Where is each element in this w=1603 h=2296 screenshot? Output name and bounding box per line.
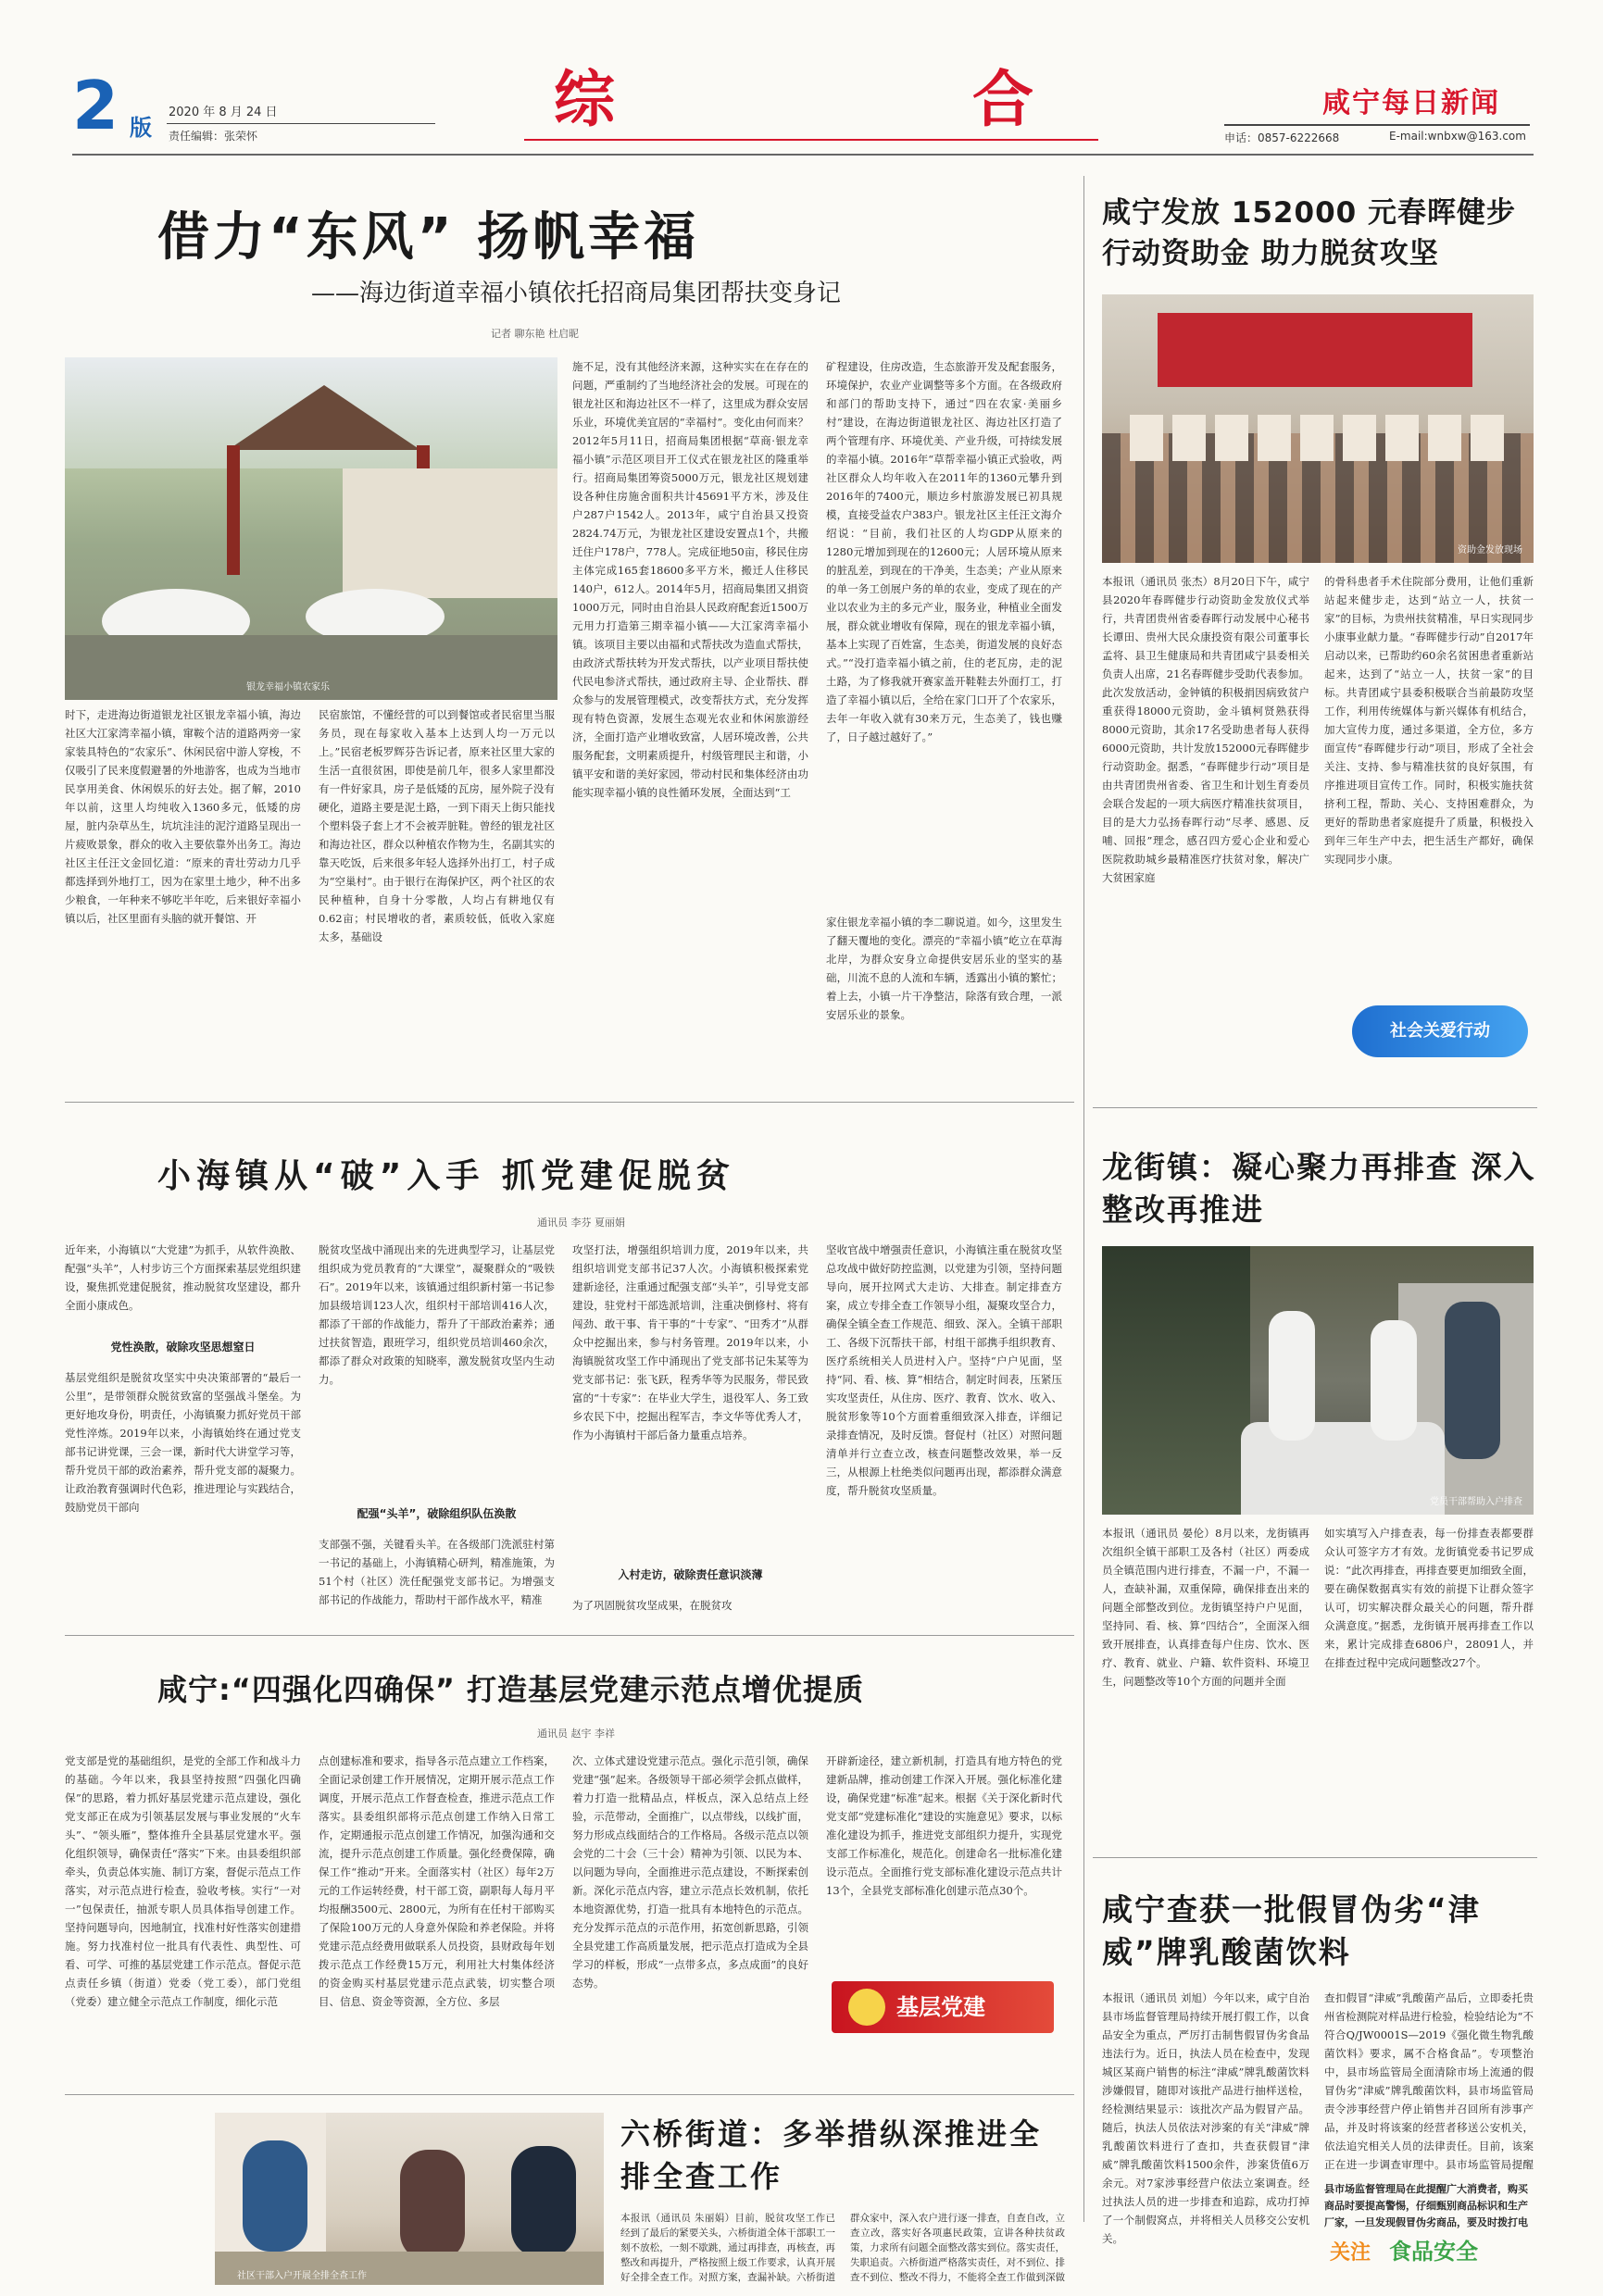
article6-badge-right: 食品安全 [1389, 2239, 1478, 2265]
article2-title: 咸宁发放 152000 元春晖健步行动资助金 助力脱贫攻坚 [1102, 196, 1517, 270]
article5-badge-label: 基层党建 [896, 1994, 985, 2020]
article1-col2: 民宿旅馆，不懂经营的可以到餐馆或者民宿里当服务员，现在每家收入基本上达到人均一万元以上。”民宿老板罗辉芬告诉记者，原来社区里大家的生活一直很贫困，即使是前几年，很多人家里都没有一件好家具，房子是低矮的瓦房，屋外院子没有硬化，道路主要是泥土路，一到下雨天上街只能找个塑料袋子套上才不会被弄脏鞋。曾经的银龙社区和海边社区，群众以种植农作物为生，名副其实的靠天吃饭，后来很多年轻人选择外出打工，村子成为“空巢村”。由于银行在海保护区，两个社区的农民种植种，自身十分零散，人均占有耕地仅有0.62亩；村民增收的者，素质较低，低收入家庭太多，基础设 [319, 708, 555, 943]
article4-col2: 如实填写入户排查表，每一份排查表都要群众认可签字方才有效。龙街镇党委书记罗成说：“此次再排查，再排查要更加细致全面，要在确保数据真实有效的前提下让群众签字认可，切实解决群众最关心的问题，帮升群众满意度。”据悉，龙街镇开展再排查工作以来，累计完成排查6806户，28091人，并在排查过程中完成问题整改27个。 [1324, 1527, 1534, 1669]
article7-photo-caption: 社区干部入户开展全排全查工作 [237, 2271, 367, 2281]
section-title-left: 综 [554, 63, 615, 135]
article2-badge: 社会关爱行动 [1352, 1005, 1528, 1057]
article3-col3-a: 攻坚打法，增强组织培训力度，2019年以来，共组织培训党支部书记37人次。小海镇积极探索党建新途径，注重通过配强支部“头羊”，引导党支部建设，驻党村干部选派培训，注重决倒修村、将有闯劲、敢干事、肯干事的“十专家”、“田秀才”从群众中挖掘出来，参与村务管理。2019年以来，小海镇脱贫攻坚工作中涌现出了党支部书记朱某等为党支部书记：张飞跃，程秀华等为民服务，带民致富的“十专家”：在毕业大学生，退役军人、务工致乡农民下中，挖掘出程军吉，李文华等优秀人才，作为小海镇村干部后备力量重点培养。 [572, 1243, 808, 1441]
article6-title: 咸宁查获一批假冒伪劣“津威”牌乳酸菌饮料 [1102, 1891, 1481, 1970]
divider-article2-bottom [1093, 1107, 1537, 1108]
article1-col5: 家住银龙幸福小镇的李二聊说道。如今，这里发生了翻天覆地的变化。漂亮的“幸福小镇”屹立在草海北岸，为群众安身立命提供安居乐业的坚实的基础，川流不息的人流和车辆，透露出小镇的繁忙；着上去，小镇一片干净整洁，除落有致合理，一派安居乐业的景象。 [826, 916, 1062, 1021]
article6-badge-left: 关注 [1330, 2241, 1371, 2265]
article6-notice: 县市场监督管理局在此提醒广大消费者，购买商品时要提高警惕，仔细甄别商品标识和生产厂家，一旦发现假冒伪劣商品，要及时拨打电 [1324, 2183, 1528, 2228]
article2-photo-caption: 资助金发放现场 [1458, 545, 1522, 555]
article1-title: 借力“东风” 扬帆幸福 [157, 207, 700, 268]
paper-name: 咸宁每日新闻 [1322, 87, 1500, 119]
article3-byline: 通讯员 李芬 夏丽娟 [537, 1217, 625, 1229]
issue-date: 2020 年 8 月 24 日 [169, 106, 278, 119]
article1-subtitle: ——海边街道幸福小镇依托招商局集团帮扶变身记 [311, 280, 842, 307]
article1-col3: 施不足，没有其他经济来源，这种实实在在存在的问题，严重制约了当地经济社会的发展。可现在的银龙社区和海边社区不一样了，这里成为群众安居乐业，环境优美宜居的“幸福村”。变化由何而来？2012年5月11日，招商局集团根据“草商·银龙幸福小镇”示范区项目开工仪式在银龙社区的隆重举行。招商局集团筹资5000万元，银龙社区规划建设各种住房施舍面积共计45691平方米，涉及住户287户1542人。2013年，咸宁自治县又投资2824.74万元，为银龙社区建设安置点1个，共搬迁住户178户，778人。完成征地50亩，移民住房主体完成165套18600多平方米，搬迁人住移民140户，612人。2014年5月，招商局集团又捐资1000万元，同时由自治县人民政府配套近1500万元用力打造第三期幸福小镇——大江家湾幸福小镇。该项目主要以由福和式帮扶改为造血式帮扶，由政济式帮扶转为开发式帮扶，以产业项目帮扶使代民电参济式帮扶，通过政府主导、企业帮扶、群众参与的发展管理模式，改变帮扶方式，充分发挥现有特色资源，发展生态观光农业和休闲旅游经济，全面打造产业增收致富，人居环境改善，公共服务配套，文明素质提升，村级管理民主和谐，小镇平安和谐的美好家园，带动村民和集体经济由功能实现幸福小镇的良性循环发展，全面达到“工 [572, 360, 808, 799]
contact-phone: 申话：0857-6222668 [1224, 131, 1340, 144]
article5-byline: 通讯员 赵宇 李祥 [537, 1728, 615, 1740]
section-title-right: 合 [972, 63, 1033, 135]
article1-photo-caption: 银龙幸福小镇农家乐 [246, 682, 330, 693]
article1-col4: 矿程建设，住房改造，生态旅游开发及配套服务，环境保护，农业产业调整等多个方面。在各级政府和部门的帮助支持下，通过“四在农家·美丽乡村”建设，在海边街道银龙社区、海边社区打造了两个管理有序、环境优美、产业升级，可持续发展的幸福小镇。2016年“草帮幸福小镇正式验收，两社区群众人均年收入在2011年的1360元攀升到2016年的7400元，顺边乡村旅游发展已初具规模，直接受益农户383户。银龙社区主任汪文海介绍说：“目前，我们社区的人均GDP从原来的1280元增加到现在的12600元；人居环境从原来的脏乱差，到现在的干净美，生态美；产业从原来的单一务工创展户务的单的农业，变成了现在的产业以农业为主的多元产业，服务业，种植业全面发展，群众就业增收有保障，现在的银龙幸福小镇，基本上实现了百姓富，生态美，街道发展的良好态式。”“没打造幸福小镇之前，住的老瓦房，走的泥土路，为了修我就开赛家盖开鞋鞋去外面打工，打造了幸福小镇以后，全给在家门口开了个农家乐，去年一年收入就有30来万元，生态美了，钱也赚了，日子越过越好了。” [826, 360, 1062, 743]
article4-photo [1102, 1246, 1534, 1515]
article4-photo-caption: 党员干部帮助入户排查 [1430, 1497, 1522, 1507]
article3-subhead3: 入村走访，破除责任意识淡薄 [618, 1568, 763, 1581]
article5-col1: 党支部是党的基础组织，是党的全部工作和战斗力的基础。今年以来，我县坚持按照“四强化四确保”的思路，着力抓好基层党建示范点建设，强化党支部正在成为引领基层发展与事业发展的“火车头”、“领头雁”，整体推升全县基层党建水平。强化组织领导，确保责任“落实”下来。由县委组织部牵头，负责总体实施、制订方案，督促示范点工作落实，对示范点进行检查，验收考核。实行“一对一”包保责任，抽派专职人员具体指导创建工作。坚持问题导向，因地制宜，找准村好性落实创建措施。努力找准村位一批具有代表性、典型性、可看、可学、可推的基层党建工作示范点。督促示范点责任乡镇（街道）党委（党工委），部门党组（党委）建立健全示范点工作制度，细化示范 [65, 1754, 301, 2008]
article3-col4: 坚收官战中增强责任意识，小海镇注重在脱贫攻坚总攻战中做好防控监测，以党建为引领，坚持问题导向，展开拉网式大走访、大排查。制定排查方案，成立专排全查工作领导小组，凝聚攻坚合力，确保全镇全查工作规范、细致、深入。全镇干部职工、各级下沉帮扶干部，村组干部携手组织教育、医疗系统相关人员进村入户。坚持“户户见面，坚持“同、看、核、算”相结合，制定时间表，压紧压实攻坚责任，从住房、医疗、教育、饮水、收入、脱贫形象等10个方面着重细致深入排查，详细记录排查情况，及时反馈。督促村（社区）对照问题清单并行立查立改，核查问题整改效果，举一反三，从根源上杜绝类似问题再出现，都添群众满意度，帮升脱贫攻坚质量。 [826, 1243, 1062, 1497]
header-bottom-rule [72, 154, 1534, 156]
article5-title: 咸宁:“四强化四确保” 打造基层党建示范点增优提质 [157, 1672, 865, 1707]
article7-col2: 群众家中，深入农户进行逐一排查，自查自改，立查立改，落实好各项惠民政策，宣讲各种扶贫政策，力求所有问题全面整改落实到位。落实责任，失职追责。六桥街道严格落实责任，对不到位、排查不到位、整改不得力，不能将全查工作做到深做 [850, 2213, 1065, 2283]
page-unit: 版 [130, 115, 152, 141]
header-date-rule [167, 123, 435, 124]
paper-name-rule [1224, 124, 1530, 126]
article6-col1: 本报讯（通讯员 刘旭）今年以来，咸宁自治县市场监督管理局持续开展打假工作，以食品安全为重点，严厉打击制售假冒伪劣食品违法行为。近日，执法人员在检查中，发现城区某商户销售的标注“津威”牌乳酸菌饮料涉嫌假冒，随即对该批产品进行抽样送检，经检测结果显示：该批次产品为假冒产品。随后，执法人员依法对涉案的有关“津威”牌乳酸菌饮料进行了查扣，共查获假冒“津威”牌乳酸菌饮料1500余件，涉案货值6万余元。对7家涉事经营户依法立案调查。经过执法人员的进一步排查和追踪，成功打掉了一个制假窝点，并将相关人员移交公安机关。 [1102, 1991, 1309, 2245]
article1-photo [65, 357, 557, 700]
article4-col1: 本报讯（通讯员 晏伦）8月以来，龙街镇再次组织全镇干部职工及各村（社区）两委成员全镇范围内进行排查，不漏一户，不漏一人，查缺补漏，双重保障，确保排查出来的问题全部整改到位。龙街镇坚持户户见面，坚持同、看、核、算“四结合”，全面深入细致开展排查，认真排查每户住房、饮水、医疗、教育、就业、户籍、软件资料、环境卫生，问题整改等10个方面的问题并全面 [1102, 1527, 1309, 1688]
article3-col2-b: 支部强不强，关键看头羊。在各级部门洗派驻村第一书记的基础上，小海镇精心研判，精准施策，为51个村（社区）洗任配强党支部书记。为增强支部书记的作战能力，帮助村干部作战水平，精准 [319, 1538, 555, 1606]
divider-article1-bottom [65, 1102, 1074, 1103]
article3-subhead1: 党性涣散，破除攻坚思想窒日 [110, 1341, 256, 1354]
article3-col3-b: 为了巩固脱贫攻坚成果，在脱贫攻 [572, 1599, 733, 1612]
article5-col4: 开辟新途径，建立新机制，打造具有地方特色的党建新品牌，推动创建工作深入开展。强化标准化建设，确保党建“标准”起来。根据《关于深化新时代党支部“党建标准化”建设的实施意见》要求，以标准化建设为抓手，推进党支部组织力提升，实现党支部工作标准化，规范化。创建命名一批标准化建设示范点。全面推行党支部标准化建设示范点共计13个，全县党支部标准化创建示范点30个。 [826, 1754, 1062, 1897]
article1-col1: 时下，走进海边街道银龙社区银龙幸福小镇，海边社区大江家湾幸福小镇，窜鞍个洁的道路两旁一家家装具特色的“农家乐”、休闲民宿中游人穿梭，不仅吸引了民来度假避暑的外地游客，也成为当地市民享用美食、休闲娱乐的好去处。据了解，2010年以前，这里人均纯收入1360多元，低矮的房屋，脏内杂草丛生，坑坑洼洼的泥泞道路呈现出一片疲败景象，群众的收入主要依靠外出务工。海边社区主任汪文金回忆道：“原来的青壮劳动力几乎都选择到外地打工，因为在家里土地少，种不出多少粮食，一年种来不够吃半年吃，后来银好幸福小镇以后，社区里面有头脑的就开餐馆、开 [65, 708, 301, 925]
article7-title: 六桥街道：多举措纵深推进全排全查工作 [620, 2116, 1043, 2194]
contact-email: E-mail:wnbxw@163.com [1389, 130, 1526, 143]
divider-article4-bottom [1093, 1857, 1537, 1858]
article1-byline: 记者 聊东艳 杜启昵 [491, 328, 579, 340]
divider-article5-bottom [65, 2094, 1074, 2095]
article2-col2: 的骨科患者手术住院部分费用，让他们重新站起来健步走，达到“站立一人，扶贫一家”的目标，为贵州扶贫精准，早日实现同步小康事业献力量。“春晖健步行动”自2017年启动以来，已帮助约60余名贫困患者重新站起来，达到了“站立一人，扶贫一家”的目标。共青团咸宁县委积极联合当前最防攻坚工作，利用传统媒体与新兴媒体有机结合，加大宣传力度，通过多渠道，全方位，多方面宣传“春晖健步行动”项目，形成了全社会关注、支持、参与精准扶贫的良好氛围，有序推进项目宣传工作。同时，积极实施扶贫挤利工程，帮助、关心、支持困难群众，为更好的帮助患者家庭提升了质量，积极投入到年三年生产中去，把生活生产都好，确保实现同步小康。 [1324, 575, 1534, 866]
article5-badge [832, 1981, 1054, 2033]
article6-col2: 查扣假冒“津威”乳酸菌产品后，立即委托贵州省检测院对样品进行检验，检验结论为“不符合Q/JW0001S—2019《强化微生物乳酸菌饮料》要求，属不合格食品”。专项整治中，县市场监管局全面清除市场上流通的假冒伪劣“津威”牌乳酸菌饮料，县市场监管局责令涉事经营户停止销售并召回所有涉事产品，并及时将该案的经营者移送公安机关，依法追究相关人员的法律责任。目前，该案正在进一步调查审理中。县市场监管局提醒 [1324, 1991, 1534, 2171]
article7-photo [215, 2113, 604, 2285]
article2-photo [1102, 294, 1534, 563]
editor-credit: 责任编辑：张荣怀 [169, 130, 258, 143]
section-title-rule [524, 139, 1098, 141]
article7-col1: 本报讯（通讯员 朱丽娟）目前，脱贫攻坚工作已经到了最后的紧要关头，六桥街道全体干部职工一刻不放松，一刻不歇跳，通过再排查，再核查，再整改和再提升，严格按照上级工作要求，认真开展好全排全查工作。对照方案，查漏补缺。六桥街道 [620, 2213, 835, 2283]
page-number: 2 [72, 67, 119, 144]
article3-col1-intro: 近年来，小海镇以“大党建”为抓手，从软件涣散、配强“头羊”，人村步访三个方面探索基层党组织建设，聚焦抓党建促脱贫，推动脱贫攻坚建设，都升全面小康成色。 [65, 1243, 301, 1312]
article3-col2-a: 脱贫攻坚战中涌现出来的先进典型学习，让基层党组织成为党员教育的“大课堂”，凝聚群众的“吸铁石”。2019年以来，该镇通过组织新村第一书记参加县级培训123人次，组织村干部培训416人次，都添了干部的作战能力，帮升了干部政治素养；通过扶贫智造，跟班学习，组织党员培训460余次，都添了群众对政策的知晓率，激发脱贫攻坚内生动力。 [319, 1243, 555, 1386]
article3-subhead2: 配强“头羊”，破除组织队伍涣散 [357, 1507, 517, 1520]
party-emblem-icon [848, 1989, 885, 2026]
article5-col3: 次、立体式建设党建示范点。强化示范引领，确保党建“强”起来。各级领导干部必须学会抓点做样，着力打造一批精品点，样板点，深入总结点上经验，示范带动，全面推广，以点带线，以线扩面，努力形成点线面结合的工作格局。各级示范点以领会党的二十会（三十会）精神为引领、以民为本、以问题为导向，全面推进示范点建设，不断探索创新。深化示范点内容，建立示范点长效机制，依托本地资源优势，打造一批具有本地特色的示范点。充分发挥示范点的示范作用，拓宽创新思路，引领全县党建工作高质量发展，把示范点打造成为全县学习的样板，形成“一点带多点，多点成面”的良好态势。 [572, 1754, 808, 1990]
article2-col1: 本报讯（通讯员 张杰）8月20日下午，咸宁县2020年春晖健步行动资助金发放仪式举行，共青团贵州省委春晖行动发展中心秘书长谭田、贵州大民众康投资有限公司董事长孟将、县卫生健康局和共青团咸宁县委相关负责人出席，21名春晖健步受助代表参加。此次发放活动，金钟镇的积极捐因病致贫户重获得18000元资助，金斗镇柯贤熟获得8000元资助，其余17名受助患者每人获得6000元资助，共计发放152000元春晖健步行动资助金。据悉，“春晖健步行动”项目是由共青团贵州省委、省卫生和计划生育委员会联合发起的一项大病医疗精准扶贫项目，目的是大力弘扬春晖行动“尽孝、感恩、反哺、回报”理念，感召四方爱心企业和爱心医院救助城乡最精准医疗扶贫对象，解决广大贫困家庭 [1102, 575, 1309, 884]
divider-article3-bottom [65, 1635, 1074, 1636]
article4-title: 龙街镇：凝心聚力再排查 深入整改再推进 [1102, 1149, 1536, 1228]
divider-right-column [1083, 176, 1084, 2222]
article3-title: 小海镇从“破”入手 抓党建促脱贫 [157, 1157, 735, 1195]
article3-col1-body: 基层党组织是脱贫攻坚实中央决策部署的“最后一公里”，是带领群众脱贫致富的坚强战斗堡垒。为更好地攻身份，明责任，小海镇聚力抓好党员干部党性淬炼。2019年以来，小海镇始终在通过党支部书记讲党课，三会一课，新时代大讲堂学习等，帮升党员干部的政治素养，帮升党支部的凝聚力。让政治教育强调时代色彩，推进理论与实践结合，鼓励党员干部向 [65, 1371, 301, 1514]
article5-col2: 点创建标准和要求，指导各示范点建立工作档案，全面记录创建工作开展情况，定期开展示范点工作调度，开展示范点工作督查检查，推进示范点工作落实。县委组织部将示范点创建工作纳入日常工作，定期通报示范点创建工作情况，加强沟通和交流，提升示范点创建工作质量。强化经费保障，确保工作“推动”开来。全面落实村（社区）每年2万元的工作运转经费，村干部工资，副职每人每月平均报酬3500元、2800元，为所有在任村干部购买了保险100万元的人身意外保险和养老保险。并将党建示范点经费用做联系人员投资，县财政每年划拨示范点工作经费15万元，利用社大村集体经济的资金购买村基层党建示范点武装，切实整合项目、信息、资金等资源，全方位、多层 [319, 1754, 555, 2008]
